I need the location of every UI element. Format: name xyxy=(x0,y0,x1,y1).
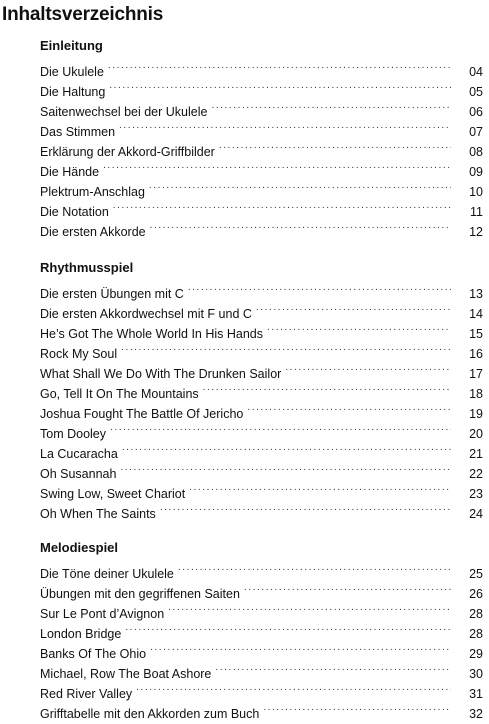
toc-entry-title: Oh When The Saints xyxy=(40,507,156,521)
toc-entry[interactable] xyxy=(40,558,486,581)
toc-entry-title: Michael, Row The Boat Ashore xyxy=(40,667,212,681)
toc-entry-page-number: 16 xyxy=(469,347,483,361)
section-heading: Einleitung xyxy=(40,38,103,53)
toc-entry-title: Grifftabelle mit den Akkorden zum Buch xyxy=(40,707,260,721)
toc-entry-title: Die Ukulele xyxy=(40,65,104,79)
section-heading: Melodiespiel xyxy=(40,540,119,555)
toc-entry-page-number: 19 xyxy=(469,407,483,421)
toc-entry-title: Erklärung der Akkord-Griffbilder xyxy=(40,145,215,159)
dot-leader xyxy=(215,658,451,678)
dot-leader xyxy=(263,698,451,718)
toc-entry-title: Oh Susannah xyxy=(40,467,117,481)
toc-entry-page-number: 04 xyxy=(469,65,483,79)
dot-leader xyxy=(244,578,451,598)
toc-entry-title: Swing Low, Sweet Chariot xyxy=(40,487,186,501)
toc-entry-title: Die Hände xyxy=(40,165,100,179)
toc-entry-page-number: 32 xyxy=(469,707,483,721)
dot-leader xyxy=(103,156,451,176)
toc-entry-title: Das Stimmen xyxy=(40,125,116,139)
toc-entry-page-number: 18 xyxy=(469,387,483,401)
toc-entry-title: Die ersten Akkorde xyxy=(40,225,146,239)
toc-entry[interactable] xyxy=(40,156,486,179)
dot-leader xyxy=(285,358,451,378)
dot-leader xyxy=(189,478,451,498)
toc-entry-page-number: 17 xyxy=(469,367,483,381)
toc-entry-page-number: 06 xyxy=(469,105,483,119)
toc-entry-page-number: 24 xyxy=(469,507,483,521)
section-einleitung xyxy=(40,36,486,239)
toc-entry-page-number: 11 xyxy=(470,205,483,219)
dot-leader xyxy=(178,558,451,578)
section-rhythmusspiel xyxy=(40,258,486,521)
toc-entry-page-number: 26 xyxy=(469,587,483,601)
dot-leader xyxy=(119,116,451,136)
dot-leader xyxy=(203,378,451,398)
toc-entry-page-number: 20 xyxy=(469,427,483,441)
toc-entry-page-number: 07 xyxy=(469,125,483,139)
dot-leader xyxy=(168,598,451,618)
toc-entry-title: Übungen mit den gegriffenen Saiten xyxy=(40,587,240,601)
page-title: Inhaltsverzeichnis xyxy=(2,4,164,25)
toc-entry-page-number: 30 xyxy=(469,667,483,681)
toc-entry-page-number: 28 xyxy=(469,607,483,621)
toc-entry-page-number: 29 xyxy=(469,647,483,661)
toc-entry-title: Joshua Fought The Battle Of Jericho xyxy=(40,407,244,421)
toc-entry-page-number: 25 xyxy=(469,567,483,581)
section-melodiespiel xyxy=(40,538,486,721)
section-heading: Rhythmusspiel xyxy=(40,260,134,275)
dot-leader xyxy=(136,678,451,698)
dot-leader xyxy=(267,318,451,338)
toc-entry-page-number: 15 xyxy=(469,327,483,341)
dot-leader xyxy=(211,96,451,116)
toc-entry[interactable] xyxy=(40,176,486,199)
dot-leader xyxy=(149,176,451,196)
toc-entry-title: Die ersten Akkordwechsel mit F und C xyxy=(40,307,252,321)
toc-entry-title: La Cucaracha xyxy=(40,447,118,461)
toc-entry-title: Saitenwechsel bei der Ukulele xyxy=(40,105,208,119)
toc-entry-page-number: 13 xyxy=(469,287,483,301)
toc-entry[interactable] xyxy=(40,278,486,301)
toc-entry-page-number: 09 xyxy=(469,165,483,179)
toc-entry[interactable] xyxy=(40,56,486,79)
toc-entry-page-number: 31 xyxy=(469,687,483,701)
toc-entry-page-number: 05 xyxy=(469,85,483,99)
toc-entry-title: Plektrum-Anschlag xyxy=(40,185,145,199)
dot-leader xyxy=(121,338,451,358)
dot-leader xyxy=(110,418,451,438)
toc-entry-page-number: 22 xyxy=(469,467,483,481)
toc-entry-title: Rock My Soul xyxy=(40,347,118,361)
toc-entry-page-number: 12 xyxy=(469,225,483,239)
toc-entry-title: Die Haltung xyxy=(40,85,106,99)
dot-leader xyxy=(188,278,451,298)
toc-entry-page-number: 10 xyxy=(469,185,483,199)
toc-entry-title: London Bridge xyxy=(40,627,122,641)
toc-entry-title: Die Töne deiner Ukulele xyxy=(40,567,174,581)
toc-entry-title: Sur Le Pont d’Avignon xyxy=(40,607,165,621)
dot-leader xyxy=(160,498,451,518)
dot-leader xyxy=(247,398,451,418)
dot-leader xyxy=(120,458,451,478)
toc-entry-title: What Shall We Do With The Drunken Sailor xyxy=(40,367,282,381)
toc-entry-title: Die Notation xyxy=(40,205,109,219)
toc-entry-page-number: 21 xyxy=(469,447,483,461)
toc-entry-title: He’s Got The Whole World In His Hands xyxy=(40,327,264,341)
toc-entry-page-number: 23 xyxy=(469,487,483,501)
dot-leader xyxy=(125,618,451,638)
toc-entry-page-number: 14 xyxy=(469,307,483,321)
toc-entry-title: Red River Valley xyxy=(40,687,133,701)
dot-leader xyxy=(150,638,451,658)
dot-leader xyxy=(219,136,451,156)
toc-entry-page-number: 28 xyxy=(469,627,483,641)
dot-leader xyxy=(256,298,451,318)
toc-entry-title: Banks Of The Ohio xyxy=(40,647,147,661)
toc-entry-title: Go, Tell It On The Mountains xyxy=(40,387,199,401)
dot-leader xyxy=(122,438,451,458)
dot-leader xyxy=(109,76,451,96)
toc-entry-title: Tom Dooley xyxy=(40,427,106,441)
toc-entry-page-number: 08 xyxy=(469,145,483,159)
dot-leader xyxy=(108,56,451,76)
dot-leader xyxy=(150,216,451,236)
dot-leader xyxy=(113,196,451,216)
toc-entry-title: Die ersten Übungen mit C xyxy=(40,287,184,301)
